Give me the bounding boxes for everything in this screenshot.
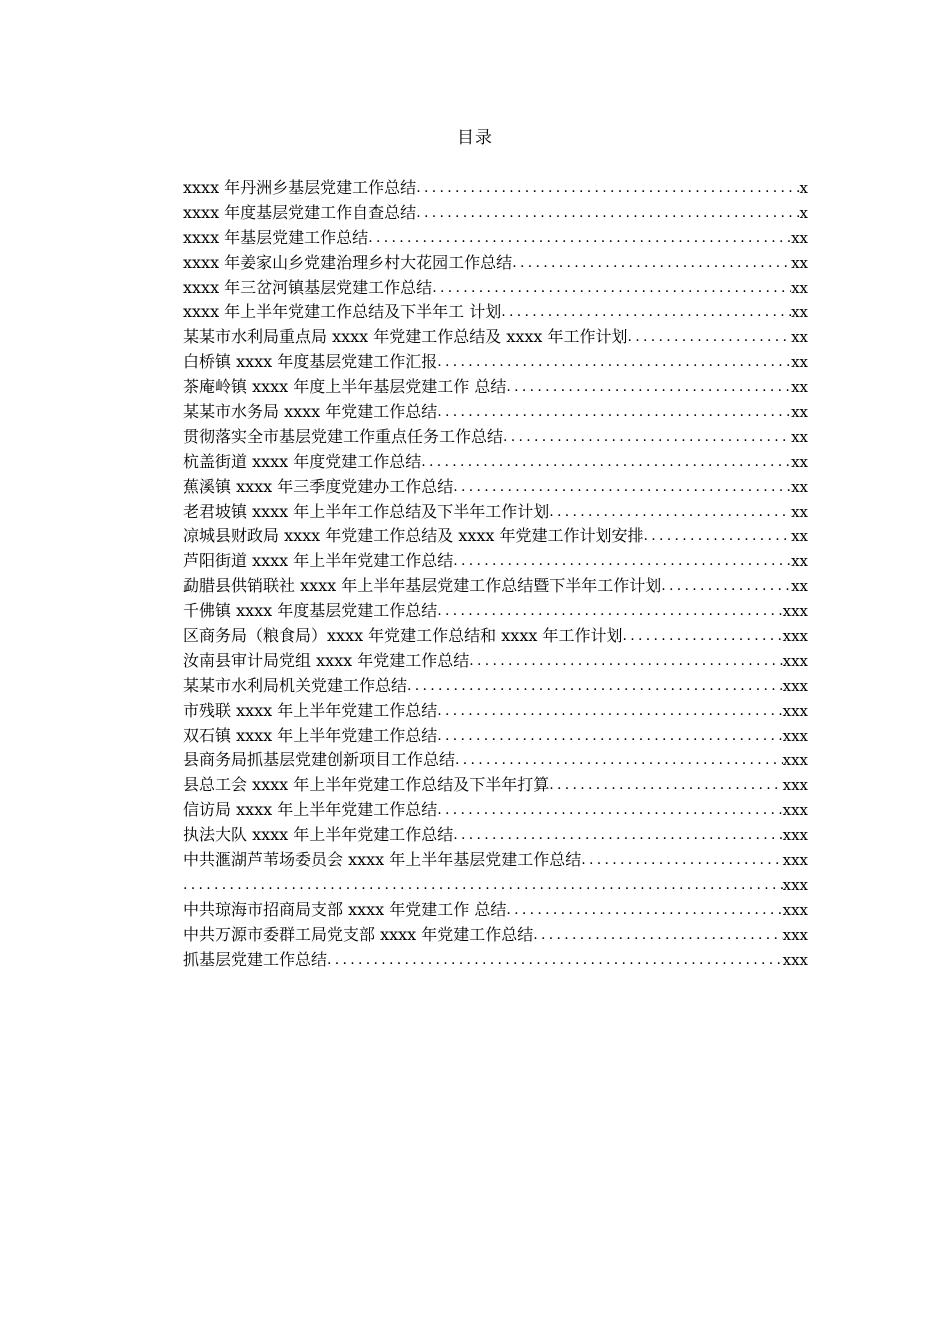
toc-entry-title[interactable]: 茶庵岭镇 xxxx 年度上半年基层党建工作 总结 — [183, 377, 507, 397]
toc-entry-title[interactable]: 中共万源市委群工局党支部 xxxx 年党建工作总结 — [183, 924, 534, 944]
toc-entry-title[interactable]: 汝南县审计局党组 xxxx 年党建工作总结 — [183, 650, 470, 670]
toc-title: 目录 — [457, 128, 493, 148]
toc-entry[interactable] — [183, 748, 808, 773]
toc-entry-title[interactable]: 某某市水利局机关党建工作总结 — [183, 675, 408, 695]
toc-entry[interactable] — [183, 475, 808, 500]
toc-dot-leader — [421, 450, 791, 475]
toc-dot-leader — [581, 848, 782, 873]
toc-page-number: xxx — [782, 701, 808, 720]
toc-entry-title[interactable]: 区商务局（粮食局）xxxx 年党建工作总结和 xxxx 年工作计划 — [183, 626, 623, 646]
toc-entry[interactable] — [183, 823, 808, 848]
toc-entry-title[interactable]: 杭盖街道 xxxx 年度党建工作总结 — [183, 451, 422, 471]
toc-entry-title[interactable]: 县商务局抓基层党建创新项目工作总结 — [183, 750, 456, 770]
toc-page-number: xx — [791, 427, 808, 446]
toc-page-number: xxx — [782, 726, 808, 745]
toc-dot-leader — [512, 251, 791, 276]
toc-page-number: x — [799, 178, 808, 197]
toc-page-number: xx — [791, 527, 808, 546]
toc-page-number: xxx — [782, 651, 808, 670]
toc-entry-title[interactable]: 凉城县财政局 xxxx 年党建工作总结及 xxxx 年党建工作计划安排 — [183, 526, 644, 546]
toc-entry-title[interactable]: xxxx 年姜家山乡党建治理乡村大花园工作总结 — [183, 252, 513, 272]
toc-entry[interactable] — [183, 500, 808, 525]
toc-page-number: x — [799, 203, 808, 222]
toc-entry[interactable] — [183, 599, 808, 624]
toc-page-number: xx — [791, 303, 808, 322]
toc-dot-leader — [437, 724, 782, 749]
toc-entry-title[interactable]: xxxx 年基层党建工作总结 — [183, 227, 369, 247]
toc-entry-title[interactable]: 县总工会 xxxx 年上半年党建工作总结及下半年打算 — [183, 775, 550, 795]
toc-dot-leader — [506, 898, 782, 923]
toc-entry-title[interactable]: 老君坡镇 xxxx 年上半年工作总结及下半年工作计划 — [183, 501, 550, 521]
toc-page-number: xxx — [782, 776, 808, 795]
toc-entry-title[interactable]: 中共琼海市招商局支部 xxxx 年党建工作 总结 — [183, 899, 507, 919]
toc-entry-title[interactable]: 白桥镇 xxxx 年度基层党建工作汇报 — [183, 352, 438, 372]
toc-entry-title[interactable]: 芦阳街道 xxxx 年上半年党建工作总结 — [183, 551, 454, 571]
toc-dot-leader — [368, 226, 791, 251]
toc-page-number: xx — [791, 278, 808, 297]
toc-entry[interactable] — [183, 948, 808, 973]
toc-entry-title[interactable]: 某某市水利局重点局 xxxx 年党建工作总结及 xxxx 年工作计划 — [183, 327, 628, 347]
toc-page-number: xxx — [782, 851, 808, 870]
toc-dot-leader — [644, 524, 792, 549]
toc-entry[interactable] — [183, 923, 808, 948]
toc-entry[interactable] — [183, 325, 808, 350]
toc-entry-title[interactable]: 抓基层党建工作总结 — [183, 949, 328, 969]
toc-entry[interactable] — [183, 524, 808, 549]
toc-page-number: xx — [791, 552, 808, 571]
toc-dot-leader — [437, 350, 791, 375]
toc-dot-leader — [453, 475, 791, 500]
toc-entry[interactable] — [183, 300, 808, 325]
toc-dot-leader — [437, 798, 782, 823]
toc-dot-leader — [469, 649, 782, 674]
toc-dot-leader — [661, 574, 791, 599]
toc-entry[interactable] — [183, 624, 808, 649]
toc-entry-title[interactable]: 贯彻落实全市基层党建工作重点任务工作总结 — [183, 426, 504, 446]
toc-page-number: xx — [791, 577, 808, 596]
toc-entry-title[interactable]: 中共滙湖芦苇场委员会 xxxx 年上半年基层党建工作总结 — [183, 850, 582, 870]
toc-entry[interactable] — [183, 649, 808, 674]
toc-dot-leader — [453, 823, 782, 848]
toc-entry[interactable] — [183, 848, 808, 873]
toc-dot-leader — [549, 500, 791, 525]
toc-dot-leader — [622, 624, 782, 649]
toc-entry[interactable] — [183, 276, 808, 301]
toc-page-number: xx — [791, 502, 808, 521]
toc-dot-leader — [183, 873, 783, 898]
toc-entry[interactable] — [183, 176, 808, 201]
toc-entry-title[interactable]: 执法大队 xxxx 年上半年党建工作总结 — [183, 825, 454, 845]
toc-entry[interactable] — [183, 574, 808, 599]
toc-entry[interactable] — [183, 350, 808, 375]
toc-entry-title[interactable]: 某某市水务局 xxxx 年党建工作总结 — [183, 402, 438, 421]
toc-dot-leader — [549, 773, 782, 798]
toc-dot-leader — [506, 375, 791, 400]
toc-dot-leader — [432, 276, 791, 301]
toc-entry[interactable] — [183, 450, 808, 475]
toc-entry[interactable] — [183, 898, 808, 923]
toc-page-number: xx — [791, 452, 808, 471]
toc-dot-leader — [416, 201, 799, 226]
toc-entry-title[interactable]: xxxx 年丹洲乡基层党建工作总结 — [183, 177, 417, 197]
toc-entry-title[interactable]: xxxx 年上半年党建工作总结及下半年工 计划 — [183, 302, 502, 322]
toc-entry[interactable] — [183, 798, 808, 823]
toc-dot-leader — [416, 176, 799, 201]
toc-dot-leader — [455, 748, 783, 773]
toc-page-number: xx — [791, 477, 808, 496]
toc-dot-leader — [437, 699, 782, 724]
toc-entry[interactable] — [183, 699, 808, 724]
toc-page-number: xxx — [782, 875, 808, 894]
toc-page-number: xxx — [782, 900, 808, 919]
toc-entry[interactable] — [183, 773, 808, 798]
toc-page-number: xxx — [782, 801, 808, 820]
toc-entry-title[interactable]: 千佛镇 xxxx 年度基层党建工作总结 — [183, 601, 438, 621]
toc-dot-leader — [628, 325, 792, 350]
toc-page-number: xxx — [782, 627, 808, 646]
toc-entry[interactable] — [183, 674, 808, 699]
toc-dot-leader — [407, 674, 783, 699]
toc-entry[interactable] — [183, 400, 808, 425]
toc-page-number: xx — [791, 353, 808, 372]
toc-entry-title[interactable]: 双石镇 xxxx 年上半年党建工作总结 — [183, 725, 438, 745]
toc-page-number: xx — [791, 228, 808, 247]
toc-dot-leader — [327, 948, 783, 973]
toc-page-number: xx — [791, 253, 808, 272]
toc-page-number: xxx — [782, 676, 808, 695]
toc-dot-leader — [453, 549, 791, 574]
toc-entry-title[interactable]: 信访局 xxxx 年上半年党建工作总结 — [183, 800, 438, 820]
toc-dot-leader — [437, 400, 791, 425]
table-of-contents — [183, 176, 808, 973]
toc-page-number: xxx — [782, 602, 808, 621]
toc-entry-title[interactable]: 勐腊县供销联社 xxxx 年上半年基层党建工作总结暨下半年工作计划 — [183, 576, 662, 596]
toc-dot-leader — [501, 300, 791, 325]
toc-entry[interactable] — [183, 251, 808, 276]
toc-page-number: xx — [791, 378, 808, 397]
toc-page-number: xxx — [782, 925, 808, 944]
toc-page-number: xxx — [782, 826, 808, 845]
toc-entry[interactable] — [183, 201, 808, 226]
toc-entry-title[interactable]: xxxx 年度基层党建工作自查总结 — [183, 202, 417, 222]
toc-entry-title[interactable]: 市残联 xxxx 年上半年党建工作总结 — [183, 700, 438, 720]
toc-entry[interactable] — [183, 375, 808, 400]
toc-page-number: xxx — [782, 751, 808, 770]
toc-entry[interactable] — [183, 549, 808, 574]
toc-dot-leader — [437, 599, 782, 624]
toc-entry[interactable] — [183, 724, 808, 749]
toc-dot-leader — [533, 923, 782, 948]
toc-page-number: xx — [791, 328, 808, 347]
toc-entry[interactable] — [183, 873, 808, 898]
toc-page-number: xxx — [782, 950, 808, 969]
toc-entry[interactable] — [183, 226, 808, 251]
toc-entry[interactable] — [183, 425, 808, 450]
toc-dot-leader — [503, 425, 791, 450]
toc-entry-title[interactable]: xxxx 年三岔河镇基层党建工作总结 — [183, 277, 433, 297]
toc-entry-title[interactable]: 蕉溪镇 xxxx 年三季度党建办工作总结 — [183, 476, 454, 496]
toc-page-number: xx — [791, 403, 808, 421]
